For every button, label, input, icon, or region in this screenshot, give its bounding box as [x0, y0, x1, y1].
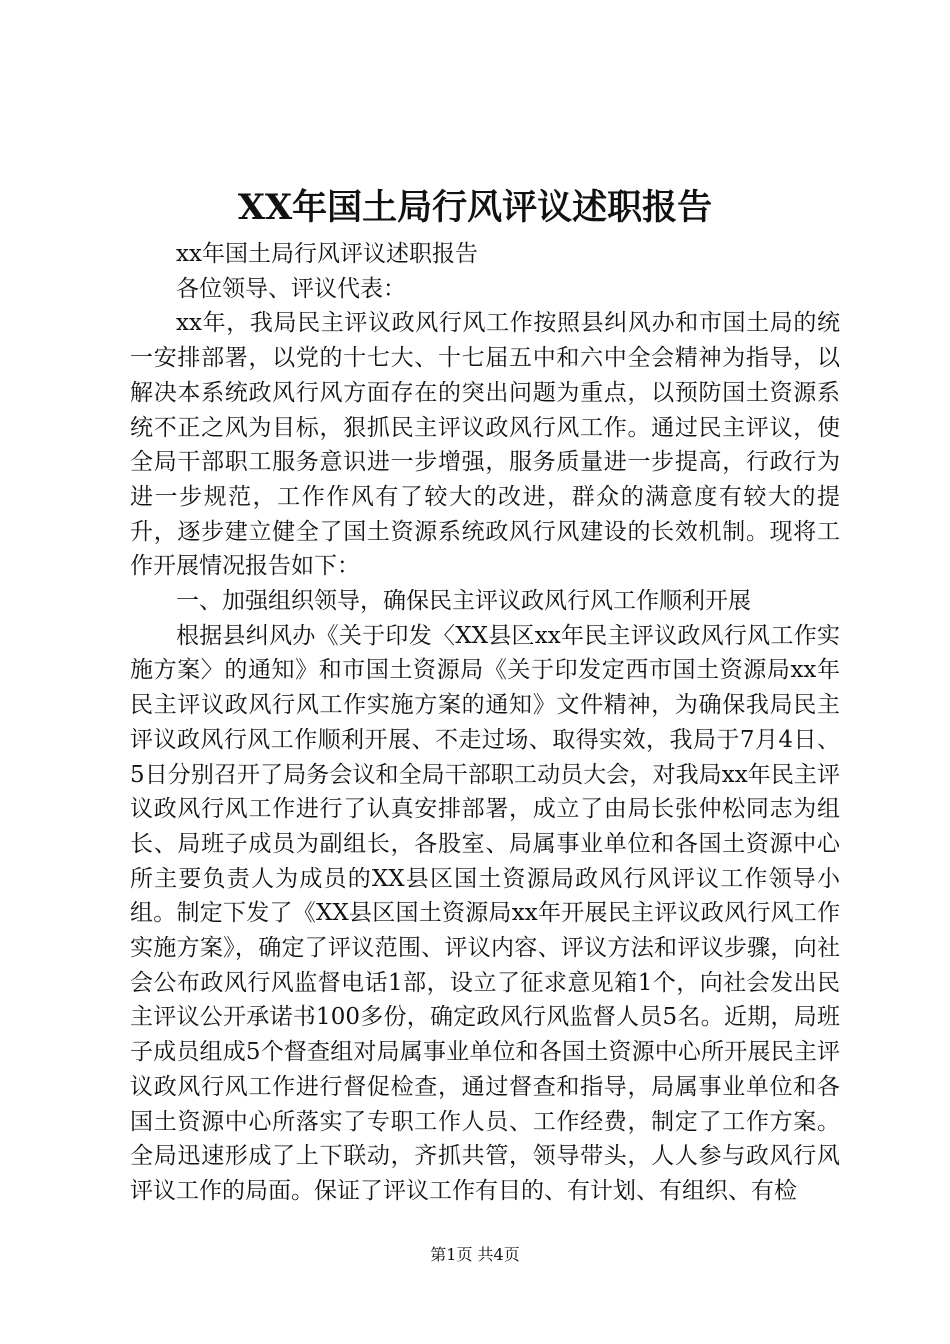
page-footer: 第1页 共4页 — [430, 1245, 520, 1264]
document-title: XX年国土局行风评议述职报告 — [237, 187, 713, 228]
intro-paragraph: xx年，我局民主评议政风行风工作按照县纠风办和市国土局的统一安排部署，以党的十七大、十七届五中和六中全会精神为指导，以解决本系统政风行风方面存在的突出问题为重点，以预防国土资源系统不正之风为目标，狠抓民主评议政风行风工作。通过民主评议，使全局干部职工服务意识进一步增强，服务质量进一步提高，行政行为进一步规范，工作作风有了较大的改进，群众的满意度有较大的提升，逐步建立健全了国土资源系统政风行风建设的长效机制。现将工作开展情况报告如下： — [130, 310, 840, 580]
section-heading: 一、加强组织领导，确保民主评议政风行风工作顺利开展 — [176, 588, 751, 615]
salutation-paragraph: 各位领导、评议代表： — [176, 275, 406, 302]
subtitle-paragraph: xx年国土局行风评议述职报告 — [176, 241, 478, 267]
section-paragraph: 根据县纠风办《关于印发〈XX县区xx年民主评议政风行风工作实施方案〉的通知》和市国土资源局《关于印发定西市国土资源局xx年民主评议政风行风工作实施方案的通知》文件精神，为确保我局民主评议政风行风工作顺利开展、不走过场、取得实效，我局于7月4日、5日分别召开了局务会议和全局干部职工动员大会，对我局xx年民主评议政风行风工作进行了认真安排部署，成立了由局长张仲松同志为组长、局班子成员为副组长，各股室、局属事业单位和各国土资源中心所主要负责人为成员的XX县区国土资源局政风行风评议工作领导小组。制定下发了《XX县区国土资源局xx年开展民主评议政风行风工作实施方案》，确定了评议范围、评议内容、评议方法和评议步骤，向社会公布政风行风监督电话1部，设立了征求意见箱1个，向社会发出民主评议公开承诺书100多份，确定政风行风监督人员5名。近期，局班子成员组成5个督查组对局属事业单位和各国土资源中心所开展民主评议政风行风工作进行督促检查，通过督查和指导，局属事业单位和各国土资源中心所落实了专职工作人员、工作经费，制定了工作方案。全局迅速形成了上下联动，齐抓共管，领导带头，人人参与政风行风评议工作的局面。保证了评议工作有目的、有计划、有组织、有检 — [130, 622, 840, 1204]
document-body — [130, 237, 840, 1209]
